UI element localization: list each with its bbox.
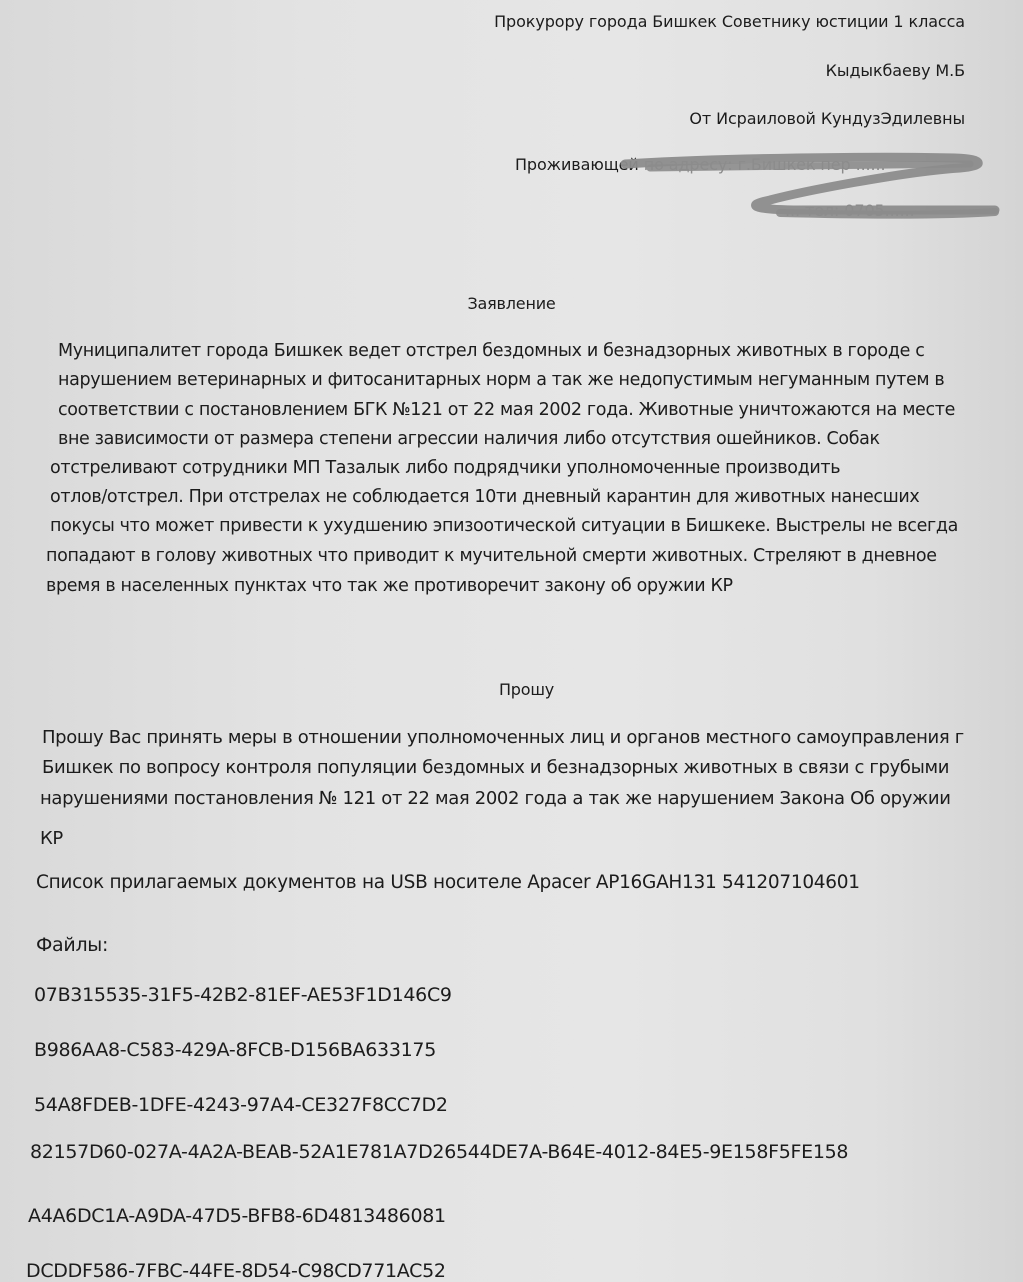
statement-line: Муниципалитет города Бишкек ведет отстрел бездомных и безнадзорных животных в городе с <box>58 341 925 361</box>
statement-line: время в населенных пунктах что так же противоречит закону об оружии КР <box>46 576 733 596</box>
statement-line: отстреливают сотрудники МП Тазалык либо подрядчики уполномоченные производить <box>50 458 841 478</box>
request-title: Прошу <box>498 680 555 699</box>
residence-label: Проживающей <box>515 155 639 174</box>
statement-line: нарушением ветеринарных и фитосанитарных норм а так же недопустимым негуманным путем в <box>58 370 945 390</box>
request-line: КР <box>40 828 63 849</box>
file-item: 54A8FDEB-1DFE-4243-97A4-CE327F8CC7D2 <box>34 1094 448 1116</box>
from-line: От Исраиловой КундузЭдилевны <box>689 109 965 128</box>
request-line: Бишкек по вопросу контроля популяции бездомных и безнадзорных животных в связи с грубыми <box>42 757 950 778</box>
file-item: DCDDF586-7FBC-44FE-8D54-C98CD771AC52 <box>26 1260 446 1282</box>
file-item: 82157D60-027A-4A2A-BEAB-52A1E781A7D26544DE7A-B64E-4012-84E5-9E158F5FE158 <box>30 1141 849 1163</box>
file-item: 07B315535-31F5-42B2-81EF-AE53F1D146C9 <box>34 984 452 1006</box>
statement-line: попадают в голову животных что приводит к мучительной смерти животных. Стреляют в дневное <box>46 546 937 566</box>
residence-line <box>515 155 886 174</box>
addressee-line-1: Прокурору города Бишкек Советнику юстиции 1 класса <box>494 12 965 31</box>
phone-line <box>785 201 915 220</box>
request-line: Прошу Вас принять меры в отношении уполномоченных лиц и органов местного самоуправления г <box>42 727 964 748</box>
statement-line: вне зависимости от размера степени агрессии наличия либо отсутствия ошейников. Собак <box>58 429 880 449</box>
statement-line: соответствии с постановлением БГК №121 от 22 мая 2002 года. Животные уничтожаются на месте <box>58 400 956 420</box>
request-line: нарушениями постановления № 121 от 22 мая 2002 года а так же нарушением Закона Об оружии <box>40 788 951 809</box>
residence-redacted-text: по адресу: г.Бишкек пер ...... <box>643 155 886 174</box>
file-item: B986AA8-C583-429A-8FCB-D156BA633175 <box>34 1039 436 1061</box>
file-item: A4A6DC1A-A9DA-47D5-BFB8-6D4813486081 <box>28 1205 446 1227</box>
statement-line: отлов/отстрел. При отстрелах не соблюдается 10ти дневный карантин для животных нанесших <box>50 487 920 507</box>
statement-title: Заявление <box>467 294 556 313</box>
addressee-line-2: Кыдыкбаеву М.Б <box>825 61 965 80</box>
statement-line: покусы что может привести к ухудшению эпизоотической ситуации в Бишкеке. Выстрелы не всегда <box>50 516 958 536</box>
usb-attachment-line: Список прилагаемых документов на USB носителе Apacer AP16GAH131 541207104601 <box>36 872 860 893</box>
phone-redacted-text: ... тел: 0705...... <box>785 201 915 220</box>
files-label: Файлы: <box>36 934 109 956</box>
